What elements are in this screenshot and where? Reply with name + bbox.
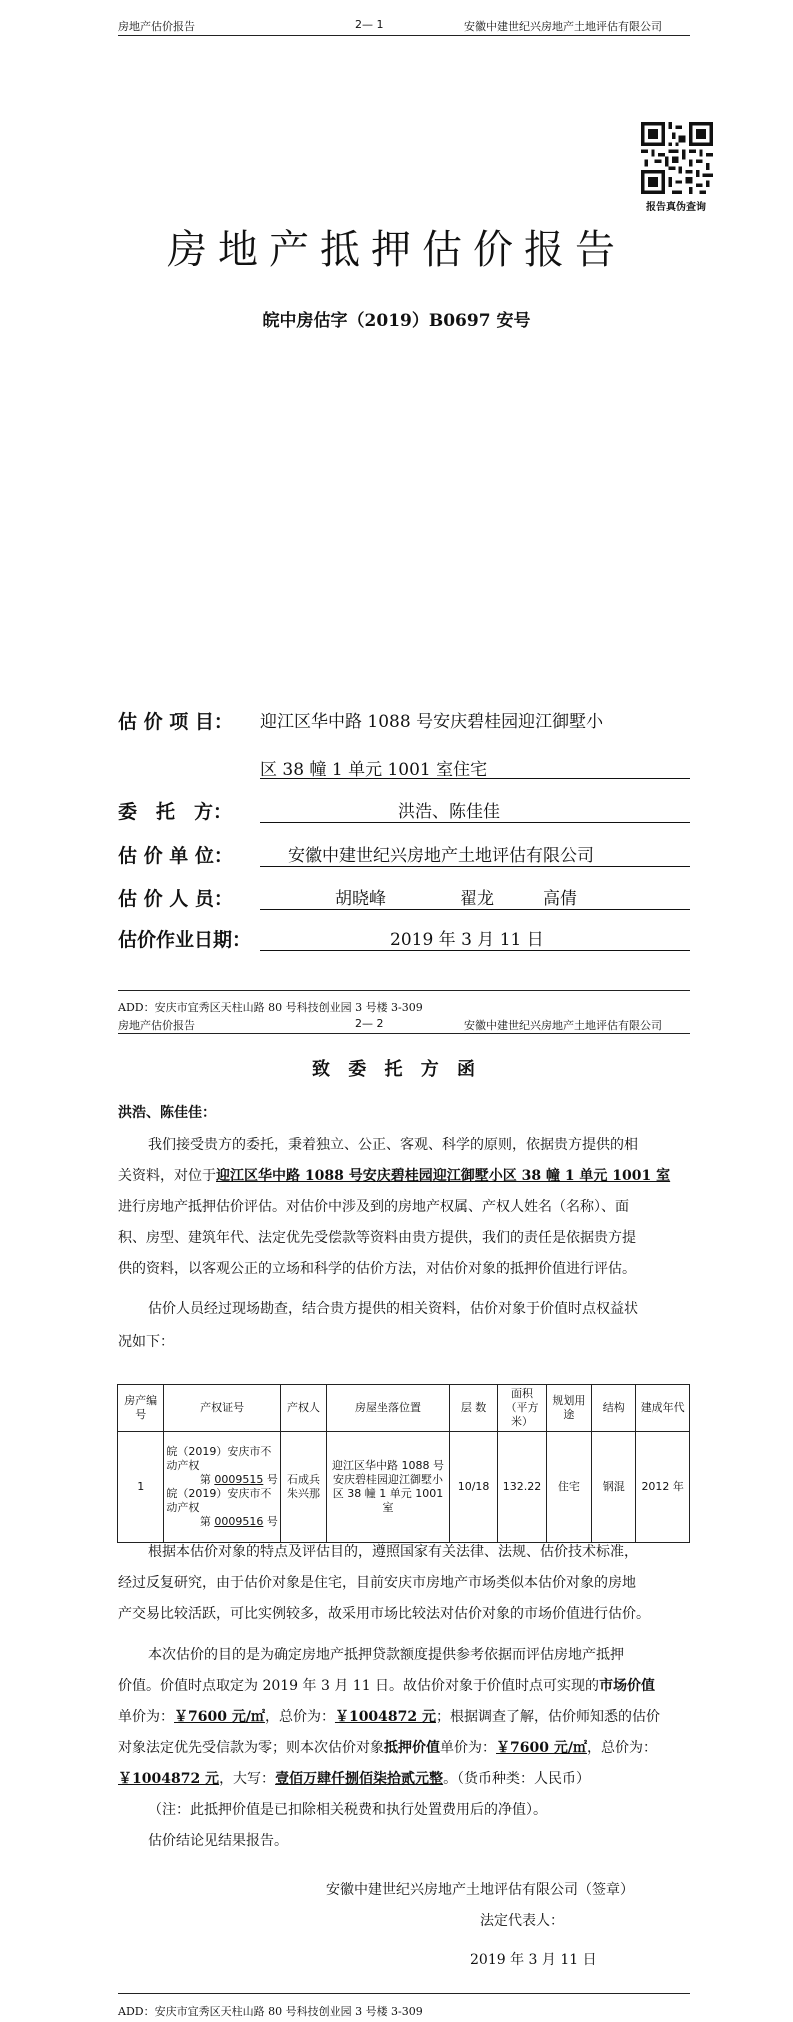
footer-address-p2: ADD：安庆市宜秀区天柱山路 80 号科技创业园 3 号楼 3-309 xyxy=(118,2005,423,2018)
th-area: 面积（平方米） xyxy=(498,1385,546,1432)
date-value: 2019 年 3 月 11 日 xyxy=(390,930,544,950)
total-in-chinese: 壹佰万肆仟捌佰柒拾贰元整 xyxy=(275,1771,444,1787)
project-value-line2: 区 38 幢 1 单元 1001 室住宅 xyxy=(260,760,488,780)
p2-line1: 估价人员经过现场勘查，结合贵方提供的相关资料，估价对象于价值时点权益状 xyxy=(148,1301,638,1317)
th-floors: 层 数 xyxy=(449,1385,497,1432)
valuer-3: 高倩 xyxy=(543,889,577,909)
report-title: 房地产抵押估价报告 xyxy=(167,227,626,273)
th-location: 房屋坐落位置 xyxy=(327,1385,450,1432)
cell-no: 1 xyxy=(118,1432,164,1543)
header-left: 房地产估价报告 xyxy=(118,20,195,33)
header-right-p2: 安徽中建世纪兴房地产土地评估有限公司 xyxy=(464,1019,662,1032)
org-value: 安徽中建世纪兴房地产土地评估有限公司 xyxy=(288,846,594,866)
p1-line1: 我们接受贵方的委托，秉着独立、公正、客观、科学的原则，依据贵方提供的相 xyxy=(148,1137,638,1153)
p4-line1: 本次估价的目的是为确定房地产抵押贷款额度提供参考依据而评估房地产抵押 xyxy=(148,1647,624,1663)
p4-line4: 对象法定优先受信款为零；则本次估价对象抵押价值单价为：￥7600 元/㎡，总价为： xyxy=(118,1740,657,1756)
cell-use: 住宅 xyxy=(546,1432,591,1543)
footer-rule xyxy=(118,990,690,991)
mortgage-unit-price: ￥7600 元/㎡ xyxy=(496,1740,587,1756)
footer-address: ADD：安庆市宜秀区天柱山路 80 号科技创业园 3 号楼 3-309 xyxy=(118,1001,423,1014)
note-line: （注：此抵押价值是已扣除相关税费和执行处置费用后的净值）。 xyxy=(148,1802,547,1818)
p4-line2: 价值。价值时点取定为 2019 年 3 月 11 日。故估价对象于价值时点可实现的市场价值 xyxy=(118,1678,656,1694)
org-underline xyxy=(260,866,690,867)
project-label: 估 价 项 目： xyxy=(118,711,233,733)
table-header-row xyxy=(118,1385,690,1432)
p1-line4: 积、房型、建筑年代、法定优先受偿款等资料由贵方提供，我们的责任是依据贵方提 xyxy=(118,1230,636,1246)
letter-title: 致 委 托 方 函 xyxy=(311,1059,482,1080)
project-value-line1: 迎江区华中路 1088 号安庆碧桂园迎江御墅小 xyxy=(260,712,604,732)
table-row xyxy=(118,1432,690,1543)
valuers-label: 估 价 人 员： xyxy=(118,888,233,910)
p3-line2: 经过反复研究，由于估价对象是住宅，目前安庆市房地产市场类似本估价对象的房地 xyxy=(118,1575,636,1591)
p1-line3: 进行房地产抵押估价评估。对估价中涉及到的房地产权属、产权人姓名（名称）、面 xyxy=(118,1199,629,1215)
salutation: 洪浩、陈佳佳： xyxy=(118,1105,216,1121)
p3-line3: 产交易比较活跃，可比实例较多，故采用市场比较法对估价对象的市场价值进行估价。 xyxy=(118,1606,650,1622)
project-underline xyxy=(260,778,690,779)
th-use: 规划用途 xyxy=(546,1385,591,1432)
market-unit-price: ￥7600 元/㎡ xyxy=(174,1709,265,1725)
p4-line3: 单价为：￥7600 元/㎡，总价为：￥1004872 元；根据调查了解，估价师知悉的估价 xyxy=(118,1709,661,1725)
cell-cert: 皖（2019）安庆市不动产权 第 0009515 号 皖（2019）安庆市不动产权 第 0009516 号 xyxy=(164,1432,280,1543)
cell-location: 迎江区华中路 1088 号安庆碧桂园迎江御墅小区 38 幢 1 单元 1001 室 xyxy=(327,1432,450,1543)
date-underline xyxy=(260,950,690,951)
header-page-number: 2— 1 xyxy=(355,18,384,31)
cell-area: 132.22 xyxy=(498,1432,546,1543)
property-location: 迎江区华中路 1088 号安庆碧桂园迎江御墅小区 38 幢 1 单元 1001 室 xyxy=(216,1168,671,1184)
date-label: 估价作业日期： xyxy=(118,929,252,951)
org-label: 估 价 单 位： xyxy=(118,845,233,867)
cell-year: 2012 年 xyxy=(636,1432,690,1543)
valuer-2: 翟龙 xyxy=(460,889,494,909)
client-value: 洪浩、陈佳佳 xyxy=(398,802,500,822)
client-underline xyxy=(260,822,690,823)
th-cert: 产权证号 xyxy=(164,1385,280,1432)
property-table xyxy=(117,1384,690,1543)
footer-rule-p2 xyxy=(118,1993,690,1994)
market-total-price: ￥1004872 元 xyxy=(334,1709,437,1725)
cell-structure: 钢混 xyxy=(592,1432,636,1543)
mortgage-total-price: ￥1004872 元 xyxy=(118,1771,220,1787)
conclusion-line: 估价结论见结果报告。 xyxy=(148,1833,288,1849)
th-structure: 结构 xyxy=(592,1385,636,1432)
valuers-underline xyxy=(260,909,690,910)
p3-line1: 根据本估价对象的特点及评估目的，遵照国家有关法律、法规、估价技术标准， xyxy=(148,1544,638,1560)
header-rule xyxy=(118,35,690,36)
p4-line5: ￥1004872 元，大写：壹佰万肆仟捌佰柒拾贰元整。（货币种类：人民币） xyxy=(118,1771,591,1787)
th-year: 建成年代 xyxy=(636,1385,690,1432)
header-page-number-p2: 2— 2 xyxy=(355,1017,384,1030)
signature-company: 安徽中建世纪兴房地产土地评估有限公司（签章） xyxy=(326,1882,634,1898)
th-no: 房产编号 xyxy=(118,1385,164,1432)
cell-owners: 石成兵朱兴那 xyxy=(280,1432,326,1543)
document-number: 皖中房估字（2019）B0697 安号 xyxy=(262,311,531,331)
client-label: 委 托 方： xyxy=(118,801,233,823)
qr-label: 报告真伪查询 xyxy=(646,202,706,213)
cell-floors: 10/18 xyxy=(449,1432,497,1543)
th-owner: 产权人 xyxy=(280,1385,326,1432)
header-left-p2: 房地产估价报告 xyxy=(118,1019,195,1032)
signature-date: 2019 年 3 月 11 日 xyxy=(470,1952,597,1968)
qr-code-icon xyxy=(641,122,713,194)
header-right: 安徽中建世纪兴房地产土地评估有限公司 xyxy=(464,20,662,33)
valuer-1: 胡晓峰 xyxy=(335,889,386,909)
header-rule-p2 xyxy=(118,1033,690,1034)
p1-line5: 供的资料，以客观公正的立场和科学的估价方法，对估价对象的抵押价值进行评估。 xyxy=(118,1261,636,1277)
p2-line2: 况如下： xyxy=(118,1334,174,1350)
signature-representative: 法定代表人： xyxy=(480,1913,564,1929)
p1-line2: 关资料，对位于迎江区华中路 1088 号安庆碧桂园迎江御墅小区 38 幢 1 单元 1001 室 xyxy=(118,1168,671,1184)
